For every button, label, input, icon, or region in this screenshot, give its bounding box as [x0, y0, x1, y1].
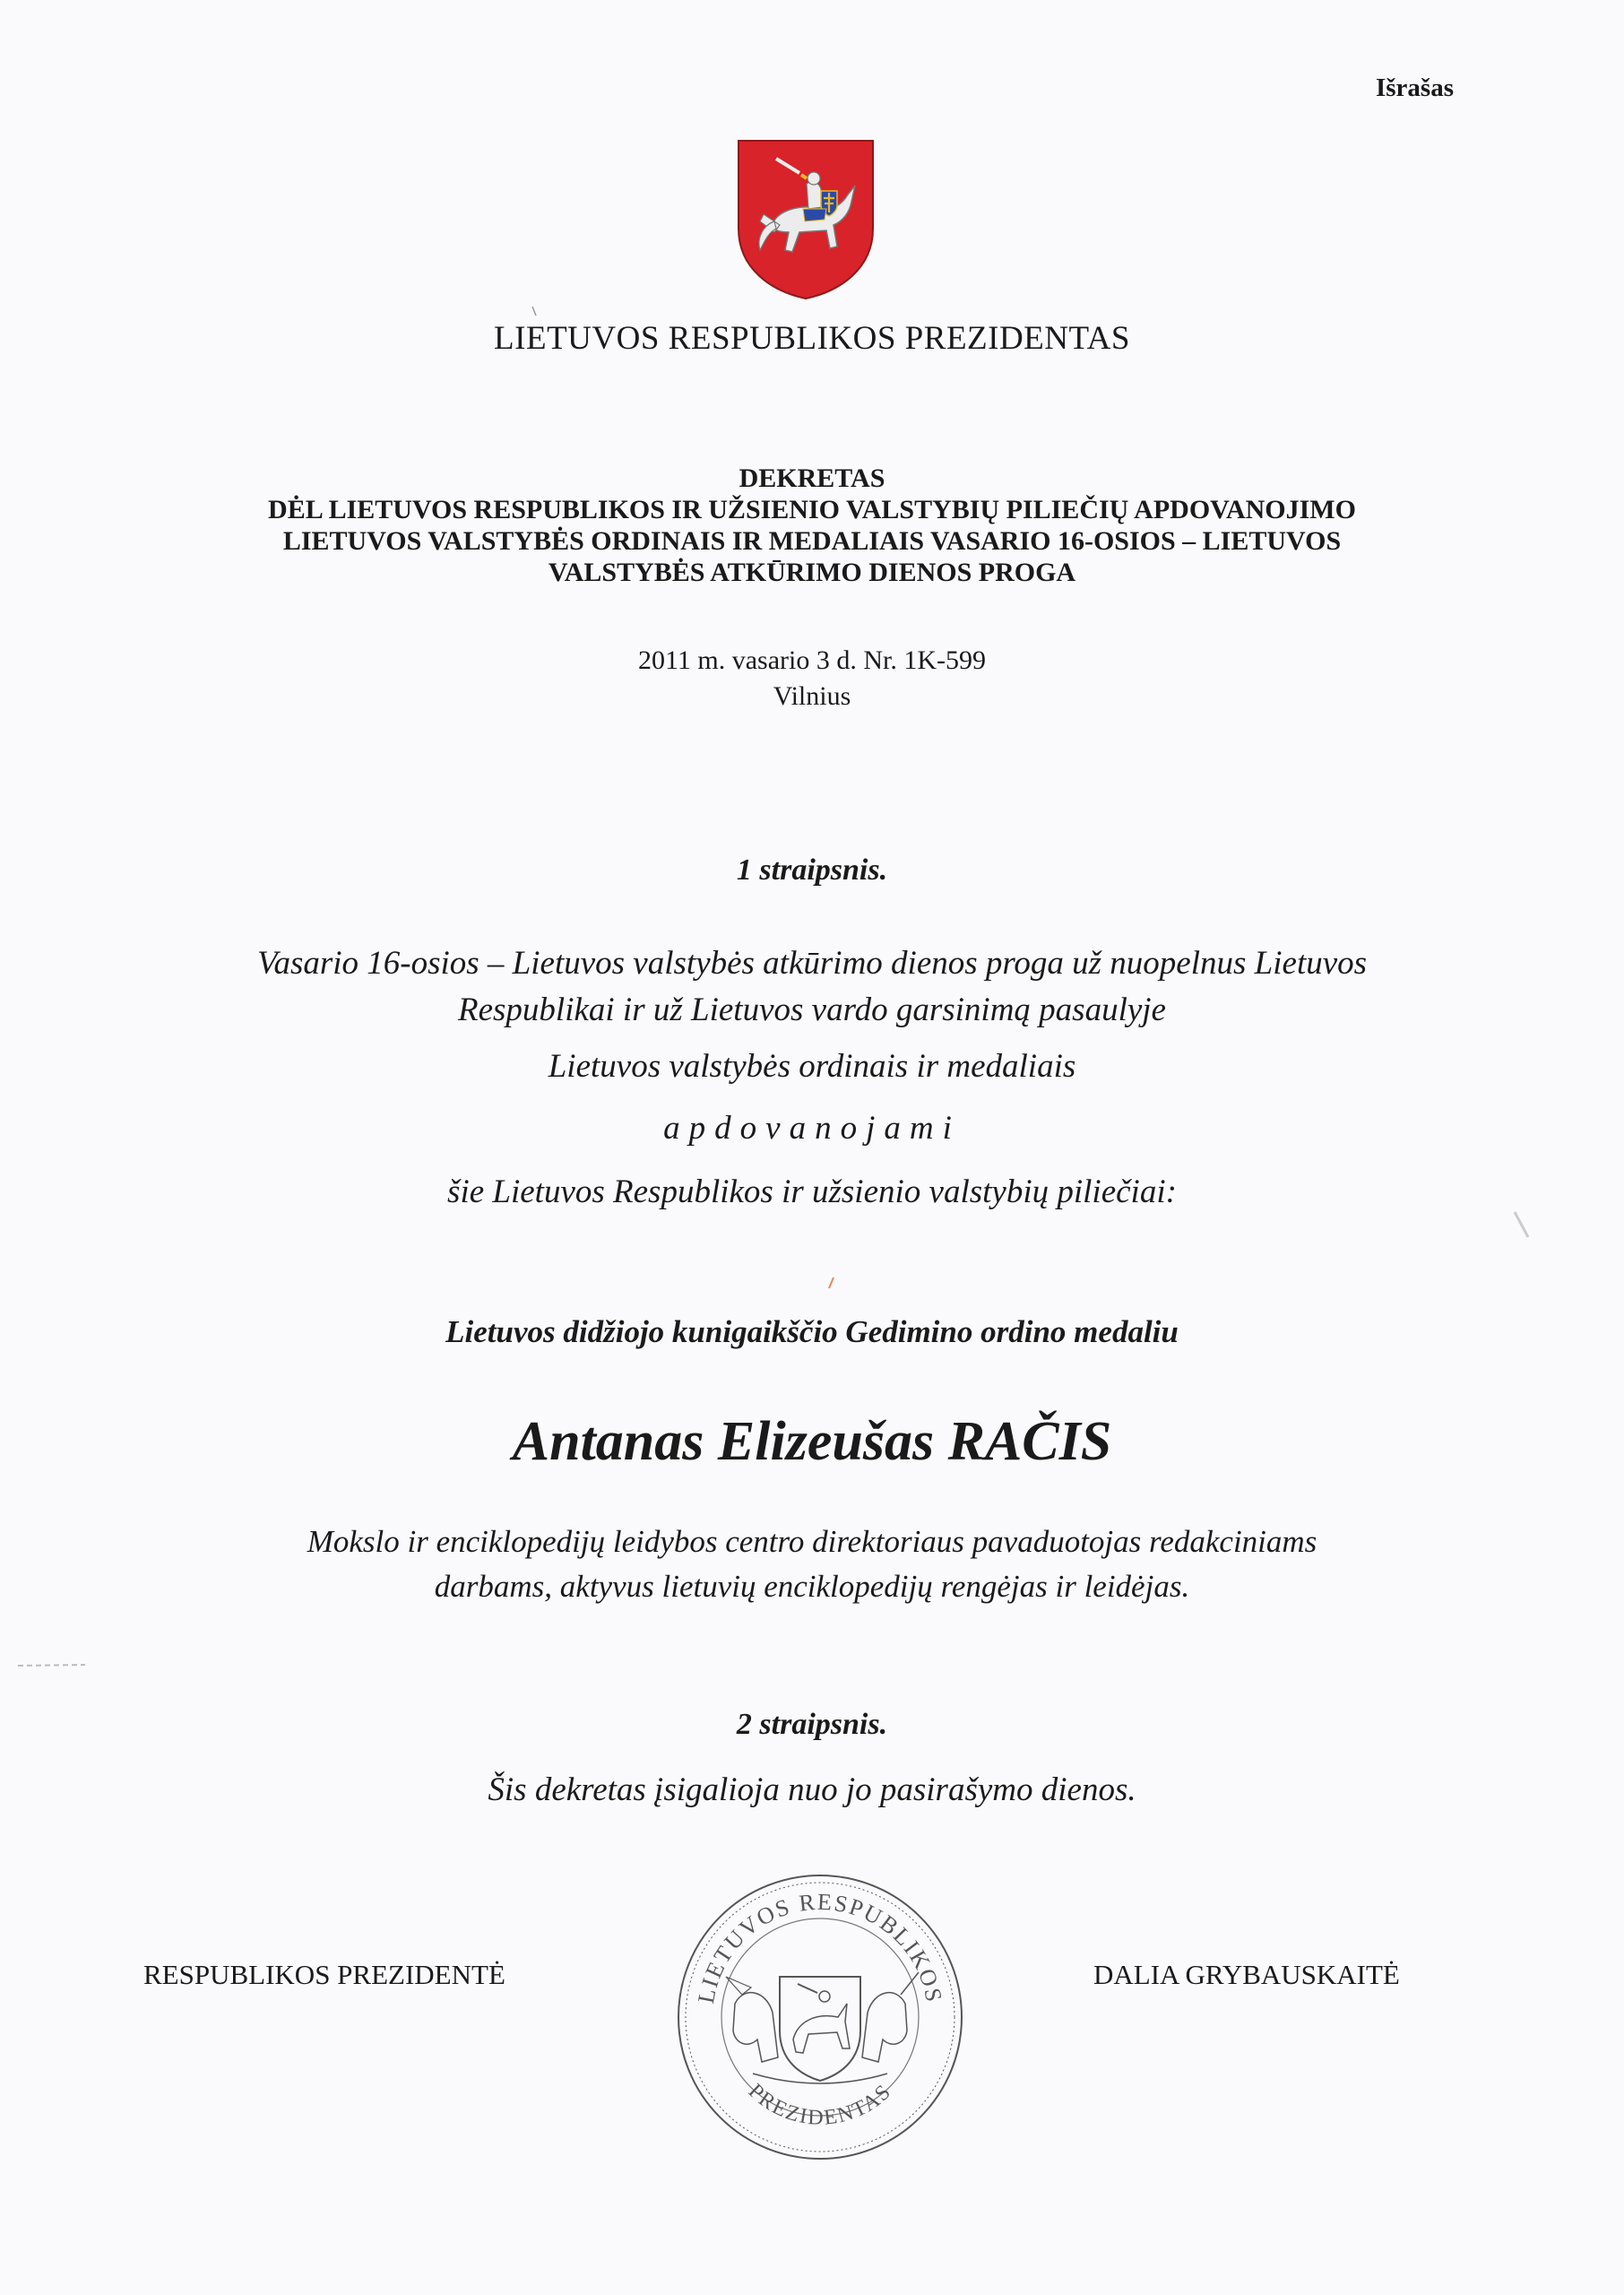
extract-label: Išrašas — [1375, 74, 1454, 102]
presidential-seal-icon — [672, 1869, 968, 2165]
signatory-position: RESPUBLIKOS PREZIDENTĖ — [143, 1959, 505, 1990]
article-1-heading: 1 straipsnis. — [736, 853, 888, 887]
article-1-line: Respublikai ir už Lietuvos vardo garsinimą pasaulyje — [458, 992, 1166, 1028]
recipient-name: Antanas Elizeušas RAČIS — [512, 1411, 1112, 1472]
article-1-line-spaced: apdovanojami — [663, 1110, 961, 1147]
decree-subject-line: VALSTYBĖS ATKŪRIMO DIENOS PROGA — [548, 558, 1076, 587]
decree-place: Vilnius — [773, 681, 851, 711]
article-1-line: Vasario 16-osios – Lietuvos valstybės atkūrimo dienos proga už nuopelnus Lietuvos — [256, 945, 1368, 982]
decree-date-number: 2011 m. vasario 3 d. Nr. 1K-599 — [637, 645, 986, 675]
vytis-coat-of-arms-icon — [737, 139, 875, 300]
article-1-line: Lietuvos valstybės ordinais ir medaliais — [548, 1048, 1076, 1085]
recipient-description-line: darbams, aktyvus lietuvių enciklopedijų rengėjas ir leidėjas. — [434, 1569, 1190, 1604]
article-2-heading: 2 straipsnis. — [736, 1708, 888, 1741]
decree-date-block — [0, 643, 1624, 714]
decree-subject-line: LIETUVOS VALSTYBĖS ORDINAIS IR MEDALIAIS VASARIO 16-OSIOS – LIETUVOS — [282, 526, 1342, 556]
article-1-line: šie Lietuvos Respublikos ir užsienio valstybių piliečiai: — [447, 1173, 1177, 1210]
issuer-title: LIETUVOS RESPUBLIKOS PREZIDENTAS — [494, 320, 1130, 357]
decree-heading: DEKRETAS — [739, 463, 885, 493]
signatory-name: DALIA GRYBAUSKAITĖ — [1093, 1959, 1400, 1990]
seal-ring-text-top: LIETUVOS RESPUBLIKOS — [692, 1888, 948, 2005]
article-2-text: Šis dekretas įsigalioja nuo jo pasirašymo dienos. — [488, 1771, 1136, 1808]
seal-ring-text-bottom: PREZIDENTAS — [743, 2079, 897, 2130]
recipient-description — [0, 1520, 1624, 1609]
recipient-description-line: Mokslo ir enciklopedijų leidybos centro direktoriaus pavaduotojas redakciniams — [307, 1524, 1317, 1559]
decree-title-block — [0, 463, 1624, 588]
decree-subject-line: DĖL LIETUVOS RESPUBLIKOS IR UŽSIENIO VALSTYBIŲ PILIEČIŲ APDOVANOJIMO — [268, 495, 1356, 524]
award-name: Lietuvos didžiojo kunigaikščio Gedimino ordino medaliu — [445, 1314, 1179, 1349]
